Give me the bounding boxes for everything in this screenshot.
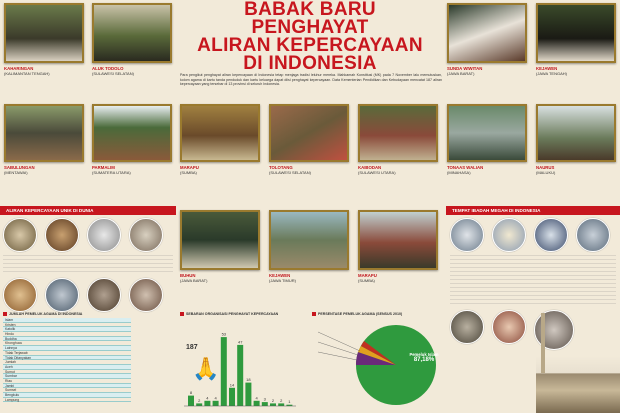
mosque-illustration — [536, 356, 620, 413]
chart-total: 187 — [186, 344, 198, 351]
bar-10 — [270, 403, 276, 406]
table-row: Bengkulu — [3, 393, 131, 398]
bar-6 — [237, 345, 243, 406]
photo-sunda-wiwitan — [447, 3, 527, 63]
religion-table — [3, 318, 131, 402]
table-row: Kristen — [3, 323, 131, 328]
photo-tonaas — [447, 104, 527, 162]
table-row: Riau — [3, 379, 131, 384]
bar-1 — [196, 403, 202, 406]
caption-14: MARAPU (SUMBA) — [358, 273, 377, 283]
circle-ibadah-4 — [576, 218, 610, 252]
photo-buhun — [180, 210, 260, 270]
table-row: Katolik — [3, 327, 131, 332]
bar-5 — [229, 388, 235, 406]
table-row: Jambi — [3, 384, 131, 389]
photo-ritual — [358, 210, 438, 270]
bar-label-10: 2 — [271, 397, 275, 403]
table-row: Sumbar — [3, 374, 131, 379]
table-row: Sumut — [3, 370, 131, 375]
bar-label-7: 18 — [246, 377, 251, 383]
bar-11 — [278, 403, 284, 406]
text-block-ibadah — [450, 255, 616, 305]
pie-chart — [318, 318, 448, 410]
table-row: Jumlah — [3, 360, 131, 365]
minaret — [541, 313, 545, 373]
circle-ibadah-3 — [534, 218, 568, 252]
intro-text: Para pengikut penghayat aliran kepercayaan di Indonesia tetap menjaga tradisi leluhur mereka. Mahkamah Konstitusi (MK) pada 7 November lalu memutuskan, kolom agama di kartu tanda penduduk dan kartu keluarga dapat diisi penghayat kepercayaan. Data Kementerian Pendidikan dan Kebudayaan mencatat 187 aliran kepercayaan yang tersebar di 13 provinsi di seluruh Indonesia. — [180, 73, 442, 87]
section-unik-header: ALIRAN KEPERCAYAAN UNIK DI DUNIA — [0, 206, 176, 215]
caption-11: NAURUS (MALUKU) — [536, 165, 556, 175]
bar-chart-title: SEBARAN ORGANISASI PENGHAYAT KEPERCAYAAN — [180, 312, 278, 316]
photo-parmalim — [92, 104, 172, 162]
bar-4 — [221, 337, 227, 406]
caption-13: KEJAWEN (JAWA TIMUR) — [269, 273, 296, 283]
caption-2: ALUK TODOLO (SULAWESI SELATAN) — [92, 66, 134, 76]
photo-kejawen — [536, 3, 616, 63]
circle-photo-2 — [45, 218, 79, 252]
caption-1: KAHARINGAN (KALIMANTAN TENGAH) — [4, 66, 50, 76]
bar-label-5: 14 — [229, 382, 235, 388]
table-title: JUMLAH PEMELUK AGAMA DI INDONESIA — [3, 312, 82, 316]
table-row: Islam — [3, 318, 131, 323]
table-row: Khonghucu — [3, 341, 131, 346]
table-row: Hindu — [3, 332, 131, 337]
circle-photo-1 — [3, 218, 37, 252]
circle-photo-4 — [129, 218, 163, 252]
circle-ibadah-5 — [450, 310, 484, 344]
photo-kaibodan — [358, 104, 438, 162]
bar-7 — [245, 383, 251, 406]
photo-marapu — [180, 104, 260, 162]
circle-photo-5 — [3, 278, 37, 312]
table-row: Lainnya — [3, 346, 131, 351]
table-row: Aceh — [3, 365, 131, 370]
bar-label-1: 2 — [198, 397, 201, 403]
caption-10: TONAAS WALIAN (MINAHASA) — [447, 165, 484, 175]
table-row: Tidak Terjawab — [3, 351, 131, 356]
caption-8: TOLOTANG (SULAWESI SELATAN) — [269, 165, 311, 175]
bar-label-0: 8 — [189, 390, 193, 396]
circle-photo-8 — [129, 278, 163, 312]
bar-label-6: 47 — [237, 339, 243, 345]
circle-ibadah-7 — [534, 310, 574, 350]
caption-5: SABULUNGAN (MENTAWAI) — [4, 165, 35, 175]
photo-tolotang — [269, 104, 349, 162]
section-ibadah-header: TEMPAT IBADAH MEGAH DI INDONESIA — [446, 206, 620, 215]
main-title: BABAK BARU PENGHAYAT ALIRAN KEPERCAYAAN DI INDONESIA — [197, 0, 423, 74]
bar-label-4: 53 — [221, 331, 227, 337]
circle-ibadah-6 — [492, 310, 526, 344]
caption-9: KAIBODAN (SULAWESI UTARA) — [358, 165, 396, 175]
caption-4: KEJAWEN (JAWA TENGAH) — [536, 66, 567, 76]
circle-ibadah-1 — [450, 218, 484, 252]
bar-label-3: 4 — [214, 395, 217, 401]
caption-3: SUNDA WIWITAN (JAWA BARAT) — [447, 66, 483, 76]
table-row: Tidak Ditanyakan — [3, 356, 131, 361]
caption-6: PARMALIM (SUMATERA UTARA) — [92, 165, 131, 175]
bar-3 — [213, 401, 219, 406]
bar-label-11: 2 — [280, 397, 283, 403]
bar-2 — [204, 401, 210, 406]
photo-kaharingan — [4, 3, 84, 63]
bar-label-9: 3 — [263, 396, 266, 402]
photo-naurus — [536, 104, 616, 162]
bar-9 — [262, 402, 268, 406]
photo-aluk-todolo — [92, 3, 172, 63]
bar-label-12: 1 — [288, 399, 291, 405]
table-row: Lampung — [3, 398, 131, 403]
pie-title: PERSENTASE PEMELUK AGAMA (SENSUS 2010) — [312, 312, 402, 316]
caption-7: MARAPU (SUMBA) — [180, 165, 199, 175]
photo-sabulungan — [4, 104, 84, 162]
photo-rumah-adat — [269, 210, 349, 270]
bar-8 — [254, 401, 260, 406]
bar-label-2: 4 — [206, 395, 209, 401]
circle-photo-3 — [87, 218, 121, 252]
caption-12: BUHUN (JAWA BARAT) — [180, 273, 208, 283]
circle-ibadah-2 — [492, 218, 526, 252]
bar-label-8: 4 — [255, 395, 258, 401]
praying-hands-icon: 🙏 — [192, 356, 220, 381]
pie-label: Pemeluk Islam 87,18% — [409, 352, 439, 363]
circle-photo-6 — [45, 278, 79, 312]
bar-0 — [188, 396, 194, 406]
text-block-unik — [3, 255, 173, 275]
table-row: Buddha — [3, 337, 131, 342]
circle-photo-7 — [87, 278, 121, 312]
table-row: Sumsel — [3, 388, 131, 393]
